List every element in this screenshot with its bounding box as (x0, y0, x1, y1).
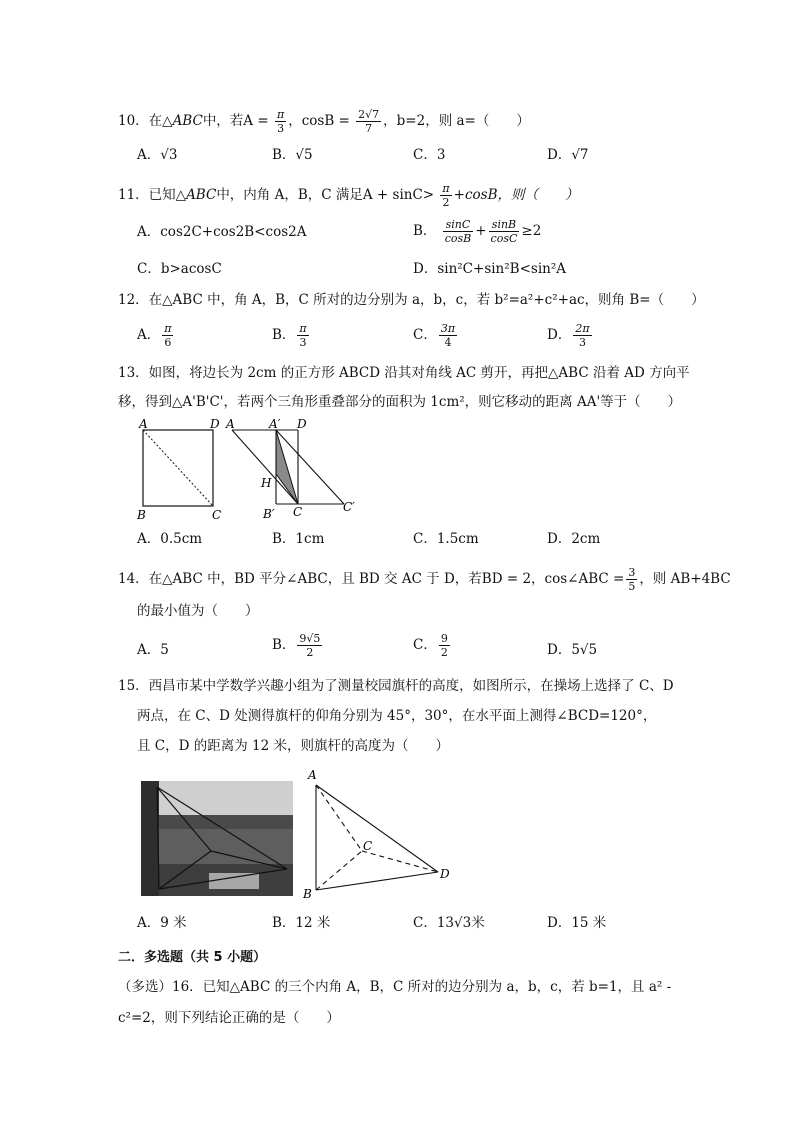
label-c: C (212, 508, 222, 522)
label-a: A (139, 418, 148, 431)
q12-option-d: D． $\frac{2\pi}{3}$ (547, 322, 590, 349)
q11-option-b: B． $\frac{\sin C}{\cos B}$ + $\frac{\sin B}{\cos C}$ ≥2 (413, 218, 542, 245)
label-b: B (303, 887, 312, 900)
label-a: A (308, 768, 317, 782)
q10-frac-cosb: $\frac{2√7}{7}$ (358, 108, 380, 135)
q15-option-c: C．13√3米 (413, 915, 485, 931)
q11-stem: 11．已知△ABC中，内角 A，B，C 满足A + sinC> $\frac{\pi}{2}$ +cosB，则（ ） (118, 182, 579, 209)
q13-option-d: D．2cm (547, 531, 601, 547)
q11-option-c: C．b>acosC (137, 261, 222, 277)
q12-option-b: B． $\frac{\pi}{3}$ (272, 322, 307, 349)
q12-option-c: C． $\frac{3\pi}{4}$ (413, 322, 456, 349)
q10-option-a: A．√3 (137, 147, 178, 163)
q15-diagram (300, 768, 460, 900)
q15-line3: 且 C，D 的距离为 12 米，则旗杆的高度为（ ） (137, 738, 449, 754)
q15-line1: 15．西昌市某中学数学兴趣小组为了测量校园旗杆的高度，如图所示，在操场上选择了 C、D (118, 678, 674, 694)
label-d: D (440, 867, 450, 881)
q13-line2: 移，得到△A'B'C'，若两个三角形重叠部分的面积为 1cm²，则它移动的距离 AA'等于（ ） (118, 394, 682, 410)
q16-line2: c²=2，则下列结论正确的是（ ） (118, 1010, 340, 1026)
label-h: H (261, 476, 272, 490)
q11-option-d: D．sin²C+sin²B<sin²A (413, 261, 567, 277)
q10-option-d: D．√7 (547, 147, 589, 163)
q13-option-a: A．0.5cm (137, 531, 203, 547)
q13-option-b: B．1cm (272, 531, 325, 547)
q10-stem: 10．在△ABC中，若A = $\frac{\pi}{3}$ ，cosB = $\frac{2√7}{7}$ ，b=2，则 a=（ ） (118, 108, 530, 135)
q11-frac: $\frac{\pi}{2}$ (442, 182, 450, 209)
q12-stem: 12．在△ABC 中，角 A，B，C 所对的边分别为 a，b，c，若 b²=a²+c²+ac，则角 B=（ ） (118, 292, 705, 308)
q12-option-a: A． $\frac{\pi}{6}$ (137, 322, 172, 349)
label-d2: D (297, 418, 307, 431)
section-title-multi-choice: 二．多选题（共 5 小题） (118, 950, 267, 965)
q15-option-a: A．9 米 (137, 915, 187, 931)
label-c2: C (293, 505, 303, 519)
q14-option-b: B． $\frac{9√5}{2}$ (272, 632, 321, 659)
q10-option-b: B．√5 (272, 147, 313, 163)
q16-line1: （多选）16．已知△ABC 的三个内角 A，B，C 所对的边分别为 a，b，c，若 b=1，且 a² - (118, 979, 672, 995)
label-d: D (210, 418, 220, 431)
q13-line1: 13．如图，将边长为 2cm 的正方形 ABCD 沿其对角线 AC 剪开，再把△ABC 沿着 AD 方向平 (118, 365, 690, 381)
q13-translated-figure (232, 430, 344, 504)
q15-option-b: B．12 米 (272, 915, 331, 931)
q13-option-c: C．1.5cm (413, 531, 479, 547)
q15-line2: 两点，在 C、D 处测得旗杆的仰角分别为 45°，30°，在水平面上测得∠BCD=120°， (137, 708, 657, 724)
label-a2: A (226, 418, 235, 431)
q11-option-a: A．cos2C+cos2B<cos2A (137, 224, 307, 240)
q13-square (143, 430, 213, 506)
q10-option-c: C．3 (413, 147, 446, 163)
label-b: B (137, 508, 146, 522)
q14-line2: 的最小值为（ ） (137, 603, 259, 619)
q14-option-a: A．5 (137, 642, 169, 658)
label-c-prime: C′ (343, 500, 355, 514)
label-c: C (363, 839, 373, 853)
q14-option-d: D．5√5 (547, 642, 598, 658)
q14-stem: 14．在△ABC 中，BD 平分∠ABC，且 BD 交 AC 于 D，若BD = 2，cos∠ABC = $\frac{3}{5}$ ，则 AB+4BC (118, 566, 731, 593)
label-a-prime: A′ (269, 418, 281, 431)
flagpole-photo (141, 781, 293, 896)
q10-frac-a: $\frac{\pi}{3}$ (276, 108, 285, 135)
q13-figure (130, 418, 370, 526)
q15-option-d: D．15 米 (547, 915, 607, 931)
label-b-prime: B′ (263, 507, 275, 521)
q14-option-c: C． $\frac{9}{2}$ (413, 632, 448, 659)
